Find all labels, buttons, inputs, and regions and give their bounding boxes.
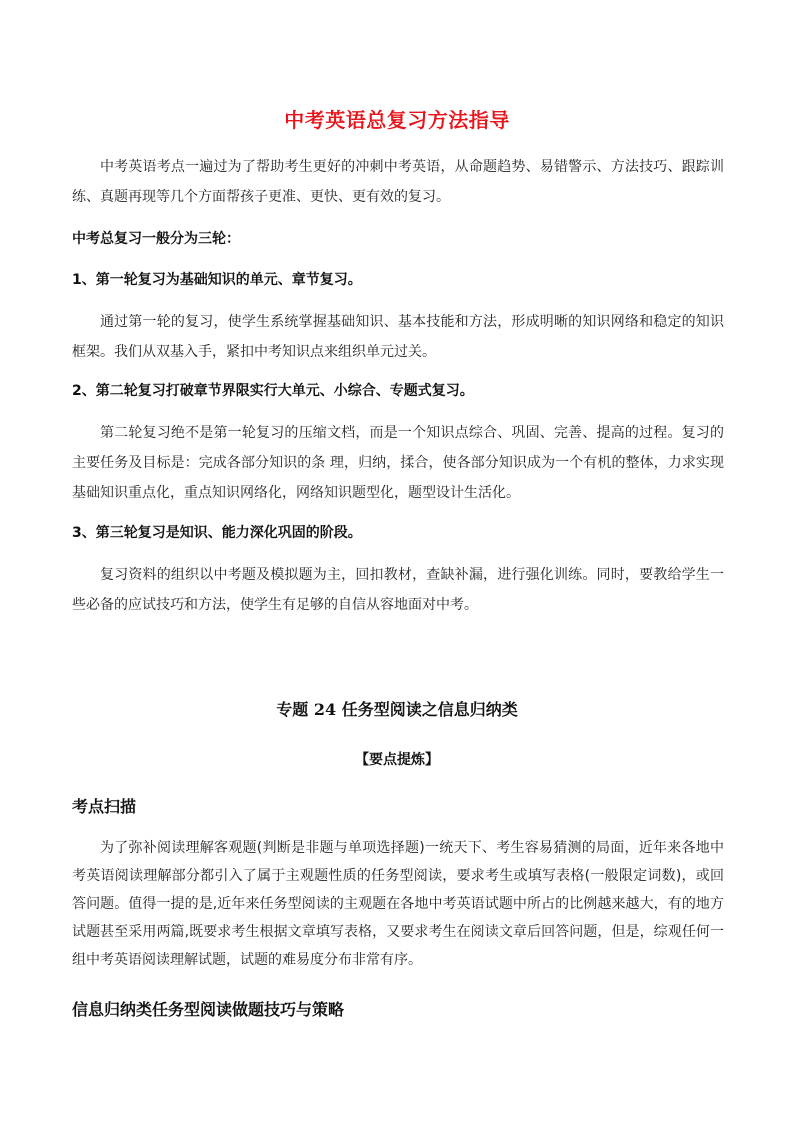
round-1-text: 通过第一轮的复习，使学生系统掌握基础知识、基本技能和方法，形成明晰的知识网络和稳定的知识框架。我们从双基入手，紧扣中考知识点来组织单元过关。 [72, 314, 724, 360]
round-2-heading: 2、第二轮复习打破章节界限实行大单元、小综合、专题式复习。 [72, 383, 474, 399]
round-3-heading: 3、第三轮复习是知识、能力深化巩固的阶段。 [72, 525, 362, 541]
round-1-heading: 1、第一轮复习为基础知识的单元、章节复习。 [72, 272, 362, 288]
scan-paragraph: 为了弥补阅读理解客观题(判断是非题与单项选择题)一统天下、考生容易猜测的局面，近年来各地中考英语阅读理解部分都引入了属于主观题性质的任务型阅读，要求考生或填写表格(一般限定词数)，或回答问题。值得一提的是,近年来任务型阅读的主观题在各地中考英语试题中所占的比例越来越大，有的地方试题甚至采用两篇,既要求考生根据文章填写表格，又要求考生在阅读文章后回答问题，但是，综观任何一组中考英语阅读理解试题，试题的难易度分布非常有序。 [72, 840, 724, 968]
topic-title: 专题 24 任务型阅读之信息归纳类 [276, 700, 518, 719]
intro-paragraph: 中考英语考点一遍过为了帮助考生更好的冲刺中考英语，从命题趋势、易错警示、方法技巧、跟踪训练、真题再现等几个方面帮孩子更准、更快、更有效的复习。 [72, 159, 724, 205]
strategy-heading: 信息归纳类任务型阅读做题技巧与策略 [72, 1000, 345, 1019]
scan-label: 考点扫描 [72, 797, 137, 816]
document-title: 中考英语总复习方法指导 [284, 108, 510, 132]
round-3-text: 复习资料的组织以中考题及模拟题为主，回扣教材，查缺补漏，进行强化训练。同时，要教给学生一些必备的应试技巧和方法，使学生有足够的自信从容地面对中考。 [72, 567, 724, 613]
key-points-heading: 【要点提炼】 [355, 752, 439, 768]
rounds-heading: 中考总复习一般分为三轮： [72, 231, 240, 247]
round-2-text: 第二轮复习绝不是第一轮复习的压缩文档，而是一个知识点综合、巩固、完善、提高的过程。复习的主要任务及目标是：完成各部分知识的条 理，归纳，揉合，使各部分知识成为一个有机的整体，力求实现基础知识重点化，重点知识网络化，网络知识题型化，题型设计生活化。 [72, 425, 724, 501]
